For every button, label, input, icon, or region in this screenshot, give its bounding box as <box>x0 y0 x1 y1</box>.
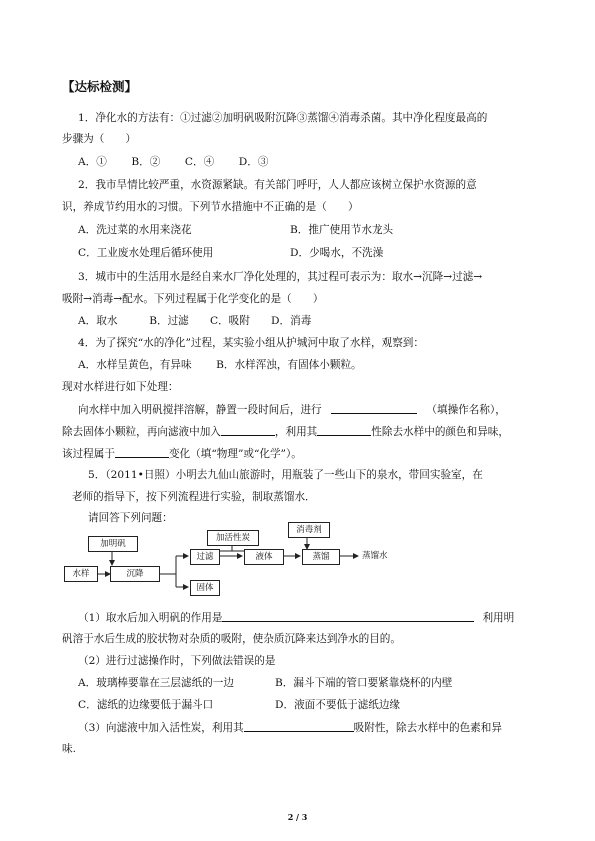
answer-blank-alum-role[interactable] <box>222 610 474 622</box>
flow-box-distillation: 蒸馏 <box>302 549 340 565</box>
answer-blank-property[interactable] <box>317 424 371 436</box>
q5-sub2: （2）进行过滤操作时，下列做法错误的是 <box>78 655 276 667</box>
flow-box-add-alum: 加明矾 <box>88 536 138 552</box>
q5-prompt: 请回答下列问题： <box>88 512 173 524</box>
flow-box-add-activated-carbon: 加活性炭 <box>207 530 259 546</box>
flow-box-disinfectant: 消毒剂 <box>288 522 330 538</box>
q5-sub2-option-d: D．液面不要低于滤纸边缘 <box>275 699 401 711</box>
q5-sub1-line1 <box>78 610 514 625</box>
q2-option-d: D．少喝水，不洗澡 <box>290 247 384 259</box>
q5-sub1-line2: 矾溶于水后生成的胶状物对杂质的吸附，使杂质沉降来达到净水的目的。 <box>62 633 401 645</box>
q4-options: A．水样呈黄色，有异味 B．水样浑浊，有固体小颗粒。 <box>78 359 362 371</box>
q2-stem-cont: 识，养成节约用水的习惯。下列节水措施中不正确的是（ ） <box>62 201 359 213</box>
q2-stem: 2．我市旱情比较严重，水资源紧缺。有关部门呼吁，人人都应该树立保护水资源的意 <box>78 179 477 191</box>
q4-paragraph-line2 <box>62 424 509 439</box>
flow-box-liquid: 液体 <box>244 549 284 565</box>
q5-text: 吸附性，除去水样中的色素和异 <box>353 722 502 734</box>
answer-blank-operation[interactable] <box>331 402 417 414</box>
flow-box-solid: 固体 <box>190 580 220 596</box>
q4-stem: 4．为了探究“水的净化”过程，某实验小组从护城河中取了水样，观察到： <box>78 337 424 349</box>
q4-text: 该过程属于 <box>62 448 115 460</box>
q4-text: 变化（填“物理”或“化学”）。 <box>168 448 302 460</box>
page-number: 2 / 3 <box>287 812 308 822</box>
section-title: 【达标检测】 <box>62 79 138 94</box>
q5-sub3-line2: 味. <box>62 743 76 755</box>
answer-blank-change-type[interactable] <box>115 446 169 458</box>
q5-sub3-line1 <box>78 720 502 735</box>
q3-options: A．取水 B．过滤 C．吸附 D．消毒 <box>78 315 312 327</box>
q5-sub2-option-a: A．玻璃棒要靠在三层滤纸的一边 <box>78 677 234 689</box>
q4-text: 向水样中加入明矾搅拌溶解，静置一段时间后，进行 <box>78 404 322 416</box>
q4-text: ，利用其 <box>274 426 318 438</box>
q5-text: （3）向滤液中加入活性炭，利用其 <box>78 722 244 734</box>
q3-stem: 3．城市中的生活用水是经自来水厂净化处理的，其过程可表示为：取水→沉降→过滤→ <box>78 271 483 283</box>
flow-box-sedimentation: 沉降 <box>110 566 160 582</box>
flow-box-water-sample: 水样 <box>64 566 98 582</box>
q1-options: A．① B．② C．④ D．③ <box>78 156 269 168</box>
flow-label-distilled-water: 蒸馏水 <box>362 551 388 561</box>
q4-text: （填操作名称）， <box>426 404 506 416</box>
q4-text: 性除去水样中的颜色和异味， <box>371 426 509 438</box>
q5-stem: 5．（2011•日照）小明去九仙山旅游时，用瓶装了一些山下的泉水，带回实验室，在 <box>88 469 483 481</box>
q5-sub2-option-c: C．滤纸的边缘要低于漏斗口 <box>78 699 214 711</box>
q4-intro: 现对水样进行如下处理： <box>62 381 179 393</box>
flow-box-filtration: 过滤 <box>190 549 220 565</box>
q5-text: （1）取水后加入明矾的作用是 <box>78 612 223 624</box>
q5-stem-cont: 老师的指导下，按下列流程进行实验，制取蒸馏水． <box>72 491 316 503</box>
q2-option-c: C．工业废水处理后循环使用 <box>78 247 214 259</box>
q4-text: 除去固体小颗粒，再向滤液中加入 <box>62 426 221 438</box>
q4-paragraph-line3 <box>62 446 302 461</box>
answer-blank-reagent[interactable] <box>221 424 275 436</box>
answer-blank-carbon-property[interactable] <box>244 720 354 732</box>
q1-stem-cont: 步骤为（ ） <box>62 133 137 145</box>
q2-option-a: A．洗过菜的水用来浇花 <box>78 224 192 236</box>
process-flow-diagram <box>62 522 432 602</box>
q1-stem: 1．净化水的方法有：①过滤②加明矾吸附沉降③蒸馏④消毒杀菌。其中净化程度最高的 <box>78 112 488 124</box>
q5-sub2-option-b: B．漏斗下端的管口要紧靠烧杯的内壁 <box>275 677 453 689</box>
q5-text: 利用明 <box>482 612 515 624</box>
q2-option-b: B．推广使用节水龙头 <box>290 224 394 236</box>
q3-stem-cont: 吸附→消毒→配水。下列过程属于化学变化的是（ ） <box>62 293 324 305</box>
q4-paragraph-line1 <box>78 402 506 417</box>
